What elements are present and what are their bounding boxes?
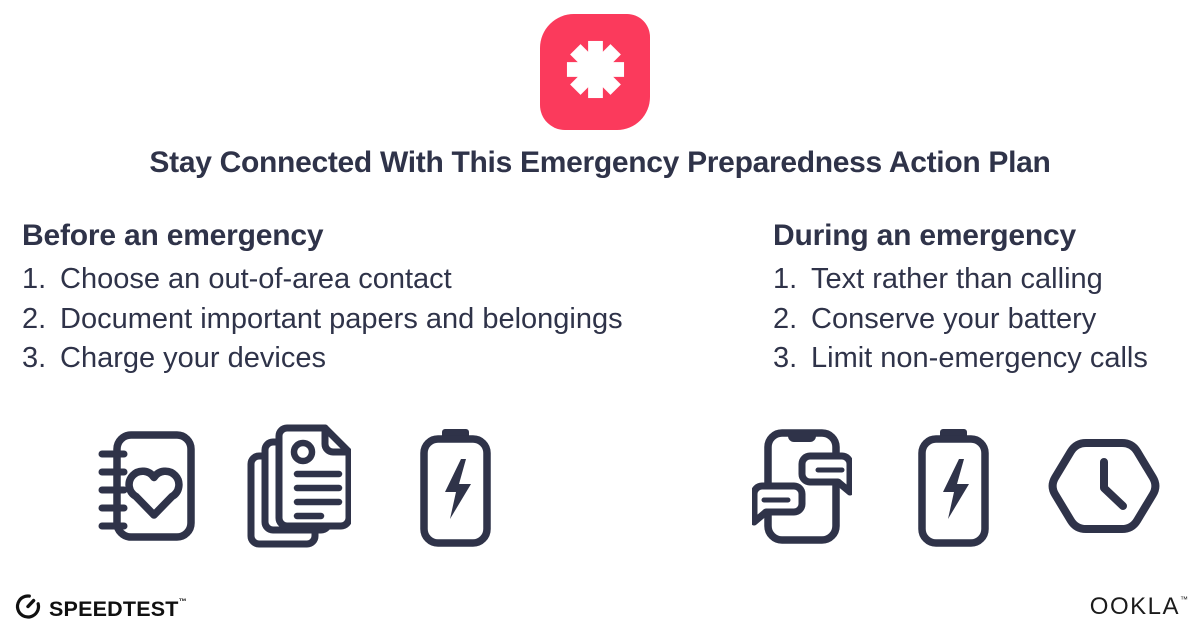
phone-text-messages-icon [752, 429, 852, 544]
during-emergency-heading: During an emergency [773, 219, 1076, 252]
trademark-mark: ™ [1180, 595, 1188, 604]
list-item [22, 300, 623, 340]
list-item-number: 1. [22, 263, 47, 295]
list-item-number: 1. [773, 263, 798, 295]
ookla-wordmark: OOKLA [1089, 593, 1180, 620]
list-item-number: 3. [22, 342, 47, 374]
during-emergency-list [773, 260, 1148, 379]
speedtest-logo [14, 592, 187, 625]
list-item-number: 2. [773, 302, 798, 335]
battery-charging-icon [417, 429, 494, 547]
clock-hexagon-icon [1045, 436, 1163, 536]
contact-book-heart-icon [98, 431, 195, 541]
trademark-mark: ™ [178, 596, 187, 606]
before-emergency-section [22, 219, 623, 379]
before-emergency-list [22, 260, 623, 379]
speedtest-gauge-icon [14, 592, 42, 625]
during-emergency-section [773, 219, 1148, 379]
list-item-number: 3. [773, 342, 798, 374]
list-item-text: Choose an out-of-area contact [60, 263, 452, 295]
list-item [773, 300, 1148, 340]
list-item-text: Limit non-emergency calls [811, 342, 1148, 374]
list-item [22, 339, 623, 379]
list-item-text: Text rather than calling [811, 263, 1103, 295]
emergency-badge [540, 14, 650, 130]
battery-charging-icon [915, 429, 992, 547]
document-stack-icon [247, 424, 351, 549]
speedtest-wordmark: SPEEDTEST™ [49, 596, 187, 621]
list-item [22, 260, 623, 300]
list-item [773, 260, 1148, 300]
asterisk-icon [564, 38, 627, 106]
list-item [773, 339, 1148, 379]
list-item-number: 2. [22, 302, 47, 335]
before-emergency-heading: Before an emergency [22, 219, 324, 252]
list-item-text: Charge your devices [60, 342, 326, 374]
ookla-logo [1090, 594, 1188, 620]
page-title: Stay Connected With This Emergency Preparedness Action Plan [149, 146, 1051, 179]
list-item-text: Conserve your battery [811, 302, 1097, 335]
list-item-text: Document important papers and belongings [60, 302, 623, 335]
